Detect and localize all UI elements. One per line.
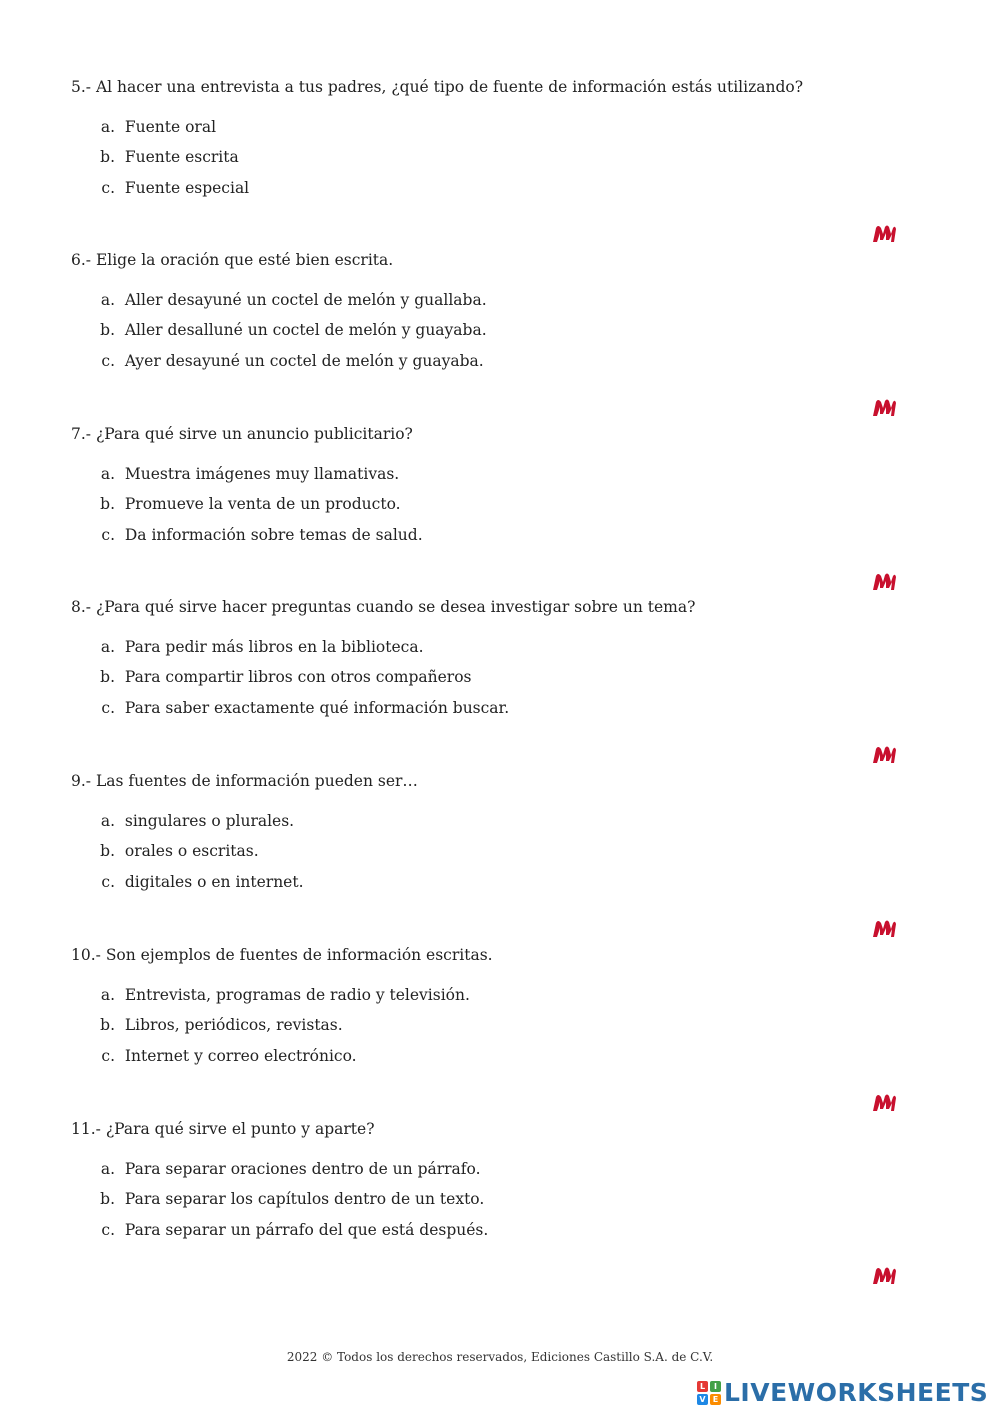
- option-a[interactable]: [90, 637, 509, 667]
- option-letter: a.: [100, 118, 115, 136]
- option-text: Muestra imágenes muy llamativas.: [124, 465, 400, 483]
- answer-options: [90, 290, 487, 381]
- option-text: Para saber exactamente qué información buscar.: [124, 698, 510, 717]
- question-text: 8.- ¿Para qué sirve hacer preguntas cuando se desea investigar sobre un tema?: [71, 598, 696, 616]
- option-letter: c.: [101, 1046, 115, 1065]
- option-c[interactable]: [90, 178, 249, 208]
- answer-options: [90, 1159, 488, 1250]
- answer-options: [90, 811, 304, 902]
- option-text: Entrevista, programas de radio y televisión.: [124, 986, 470, 1004]
- liveworksheets-logo[interactable]: [697, 1380, 988, 1406]
- option-text: Aller desalluné un coctel de melón y guayaba.: [124, 321, 487, 340]
- answer-options: [90, 117, 249, 208]
- option-b[interactable]: [90, 147, 249, 177]
- question-text: 7.- ¿Para qué sirve un anuncio publicitario?: [71, 425, 413, 443]
- macmillan-logo-icon: [871, 1264, 897, 1286]
- option-letter: c.: [101, 178, 115, 197]
- option-text: Aller desayuné un coctel de melón y guallaba.: [124, 291, 487, 309]
- option-letter: a.: [100, 1160, 115, 1178]
- option-c[interactable]: [90, 698, 509, 728]
- option-text: Fuente escrita: [124, 148, 239, 167]
- option-a[interactable]: [90, 117, 249, 147]
- macmillan-logo-icon: [871, 917, 897, 939]
- question-text: 6.- Elige la oración que esté bien escrita.: [71, 251, 394, 269]
- option-b[interactable]: [90, 841, 304, 871]
- option-text: Libros, periódicos, revistas.: [124, 1016, 343, 1035]
- liveworksheets-wordmark: LIVEWORKSHEETS: [724, 1378, 989, 1407]
- answer-options: [90, 464, 423, 555]
- option-text: Internet y correo electrónico.: [124, 1046, 357, 1065]
- option-text: Para separar los capítulos dentro de un texto.: [124, 1190, 485, 1209]
- option-text: orales o escritas.: [124, 842, 259, 861]
- option-text: Fuente especial: [124, 178, 250, 197]
- liveworksheets-badge-icon: [697, 1381, 721, 1405]
- option-a[interactable]: [90, 811, 304, 841]
- badge-letter: E: [710, 1394, 721, 1405]
- option-letter: a.: [100, 291, 115, 309]
- option-text: digitales o en internet.: [124, 872, 304, 891]
- question-9: [0, 771, 1000, 945]
- option-c[interactable]: [90, 1046, 470, 1076]
- option-text: Promueve la venta de un producto.: [124, 495, 401, 514]
- option-b[interactable]: [90, 494, 423, 524]
- option-letter: a.: [100, 638, 115, 656]
- option-letter: b.: [100, 321, 115, 340]
- option-letter: c.: [101, 1220, 115, 1239]
- option-text: Para separar oraciones dentro de un párrafo.: [124, 1160, 481, 1178]
- question-10: [0, 945, 1000, 1119]
- option-letter: b.: [100, 1190, 115, 1209]
- question-5: [0, 77, 1000, 251]
- option-c[interactable]: [90, 1220, 488, 1250]
- option-c[interactable]: [90, 872, 304, 902]
- copyright-footer: 2022 © Todos los derechos reservados, Ediciones Castillo S.A. de C.V.: [286, 1350, 714, 1364]
- option-letter: c.: [101, 698, 115, 717]
- badge-letter: V: [697, 1394, 708, 1405]
- option-b[interactable]: [90, 320, 487, 350]
- option-b[interactable]: [90, 667, 509, 697]
- option-a[interactable]: [90, 985, 470, 1015]
- question-7: [0, 424, 1000, 598]
- option-text: Ayer desayuné un coctel de melón y guayaba.: [124, 351, 484, 370]
- option-letter: c.: [101, 872, 115, 891]
- option-text: Para pedir más libros en la biblioteca.: [124, 638, 424, 656]
- macmillan-logo-icon: [871, 1091, 897, 1113]
- option-text: Da información sobre temas de salud.: [124, 525, 423, 544]
- option-c[interactable]: [90, 525, 423, 555]
- option-text: singulares o plurales.: [124, 812, 295, 830]
- question-text: 9.- Las fuentes de información pueden ser…: [71, 772, 418, 790]
- option-letter: a.: [100, 986, 115, 1004]
- option-letter: c.: [101, 525, 115, 544]
- badge-letter: I: [710, 1381, 721, 1392]
- option-letter: b.: [100, 1016, 115, 1035]
- macmillan-logo-icon: [871, 570, 897, 592]
- question-text: 5.- Al hacer una entrevista a tus padres, ¿qué tipo de fuente de información estás utilizando?: [71, 78, 804, 96]
- option-letter: b.: [100, 148, 115, 167]
- option-letter: c.: [101, 351, 115, 370]
- answer-options: [90, 637, 509, 728]
- option-letter: a.: [100, 465, 115, 483]
- macmillan-logo-icon: [871, 743, 897, 765]
- option-text: Para separar un párrafo del que está después.: [124, 1220, 489, 1239]
- option-a[interactable]: [90, 1159, 488, 1189]
- question-8: [0, 597, 1000, 771]
- question-6: [0, 250, 1000, 424]
- option-a[interactable]: [90, 464, 423, 494]
- option-letter: a.: [100, 812, 115, 830]
- question-text: 11.- ¿Para qué sirve el punto y aparte?: [71, 1120, 375, 1138]
- badge-letter: L: [697, 1381, 708, 1392]
- question-11: [0, 1119, 1000, 1293]
- answer-options: [90, 985, 470, 1076]
- question-text: 10.- Son ejemplos de fuentes de información escritas.: [71, 946, 493, 964]
- option-b[interactable]: [90, 1189, 488, 1219]
- option-c[interactable]: [90, 351, 487, 381]
- option-a[interactable]: [90, 290, 487, 320]
- macmillan-logo-icon: [871, 222, 897, 244]
- option-text: Para compartir libros con otros compañeros: [124, 668, 472, 687]
- option-letter: b.: [100, 668, 115, 687]
- option-letter: b.: [100, 495, 115, 514]
- option-b[interactable]: [90, 1015, 470, 1045]
- option-letter: b.: [100, 842, 115, 861]
- macmillan-logo-icon: [871, 396, 897, 418]
- option-text: Fuente oral: [124, 118, 217, 136]
